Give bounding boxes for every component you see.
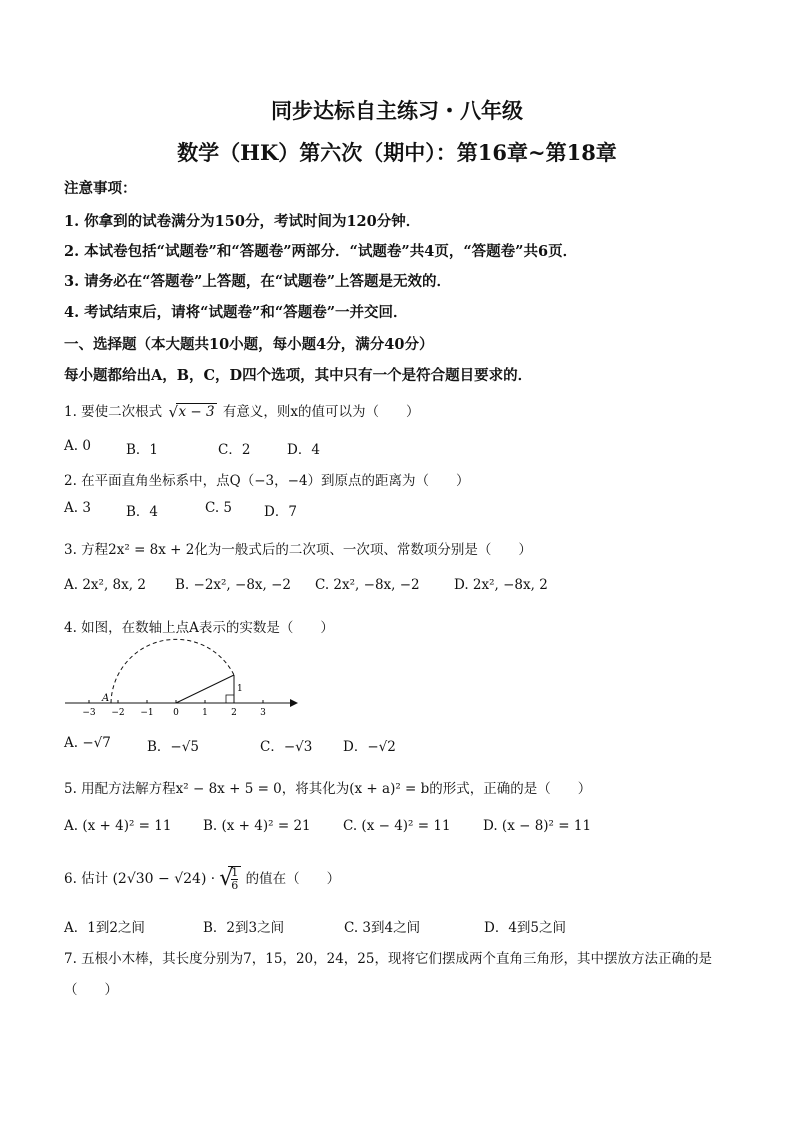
option-c[interactable]: C. 2x², −8x, −2 <box>315 577 420 593</box>
question-6-stem-b: 的值在（ ） <box>245 871 341 887</box>
sqrt-fraction: √ $\frac{1}{6}$ <box>219 866 241 893</box>
fraction-denominator: 6 <box>231 879 239 892</box>
option-a[interactable]: A. 3 <box>64 500 91 516</box>
multiply-dot: · <box>210 871 215 887</box>
dashed-arc <box>111 639 234 703</box>
option-b[interactable]: B．−√5 <box>147 739 199 755</box>
question-6 <box>64 866 340 893</box>
note-item: 1. 你拿到的试卷满分为150分，考试时间为120分钟． <box>64 213 421 230</box>
option-a[interactable]: A. 2x², 8x, 2 <box>64 577 146 593</box>
option-a[interactable]: A. (x + 4)² = 11 <box>64 818 172 834</box>
option-c[interactable]: C. (x − 4)² = 11 <box>343 818 451 834</box>
sqrt-expression: √ x − 3 <box>168 403 215 421</box>
question-3: 3. 方程2x² = 8x + 2化为一般式后的二次项、一次项、常数项分别是（ ） <box>64 542 532 558</box>
question-7-continuation: （ ） <box>64 982 118 998</box>
right-angle-mark <box>226 695 234 703</box>
note-item: 2. 本试卷包括“试题卷”和“答题卷”两部分．“试题卷”共4页，“答题卷”共6页． <box>64 243 578 260</box>
tick-label: −2 <box>111 708 125 718</box>
page-subtitle: 数学（HK）第六次（期中）：第16章~第18章 <box>177 140 617 165</box>
question-5: 5. 用配方法解方程x² − 8x + 5 = 0，将其化为(x + a)² = b的形式，正确的是（ ） <box>64 781 592 797</box>
tick-label: 1 <box>202 708 208 718</box>
option-c[interactable]: C. 3到4之间 <box>344 920 421 936</box>
side-length-label: 1 <box>237 684 243 694</box>
option-b[interactable]: B. (x + 4)² = 21 <box>203 818 311 834</box>
expression: (2√30 − √24) <box>112 871 207 887</box>
question-6-stem-a: 6. 估计 <box>64 871 109 887</box>
number-line-figure <box>60 635 300 720</box>
tick-label: −1 <box>140 708 154 718</box>
option-d[interactable]: D．7 <box>264 504 297 520</box>
question-1-stem-b: 有意义，则x的值可以为（ ） <box>222 404 420 420</box>
option-d[interactable]: D. (x − 8)² = 11 <box>483 818 592 834</box>
option-d[interactable]: D．−√2 <box>343 739 396 755</box>
option-c[interactable]: C. 5 <box>205 500 233 516</box>
option-d[interactable]: D. 2x², −8x, 2 <box>454 577 548 593</box>
radicand: x − 3 <box>178 404 215 420</box>
hypotenuse <box>176 675 234 703</box>
tick-label: −3 <box>82 708 96 718</box>
question-7: 7. 五根小木棒，其长度分别为7，15，20，24，25，现将它们摆成两个直角三角形，其中摆放方法正确的是 <box>64 951 712 967</box>
option-a[interactable]: A. 0 <box>64 438 91 454</box>
option-b[interactable]: B．4 <box>126 504 159 520</box>
tick-label: 2 <box>231 708 237 718</box>
option-d[interactable]: D．4到5之间 <box>484 920 567 936</box>
option-c[interactable]: C．−√3 <box>260 739 313 755</box>
page-title: 同步达标自主练习・八年级 <box>271 98 523 123</box>
section-heading: 一、选择题（本大题共10小题，每小题4分，满分40分） <box>64 336 434 353</box>
axis-arrow-icon <box>290 699 298 707</box>
note-item: 4. 考试结束后，请将“试题卷”和“答题卷”一并交回． <box>64 304 408 321</box>
option-a[interactable]: A. −√7 <box>64 735 111 751</box>
option-b[interactable]: B．1 <box>126 442 159 458</box>
fraction-numerator: 1 <box>231 866 239 879</box>
point-a-label: A <box>102 693 110 704</box>
section-instruction: 每小题都给出A，B，C，D四个选项，其中只有一个是符合题目要求的． <box>64 367 533 384</box>
tick-label: 3 <box>260 708 266 718</box>
question-1 <box>64 400 420 420</box>
note-item: 3. 请务必在“答题卷”上答题，在“试题卷”上答题是无效的． <box>64 273 452 290</box>
notes-heading: 注意事项： <box>64 180 137 197</box>
option-b[interactable]: B. −2x², −8x, −2 <box>175 577 292 593</box>
question-4: 4. 如图，在数轴上点A表示的实数是（ ） <box>64 620 334 636</box>
option-d[interactable]: D．4 <box>287 442 320 458</box>
tick-label: 0 <box>173 708 179 718</box>
option-a[interactable]: A．1到2之间 <box>64 920 145 936</box>
option-b[interactable]: B．2到3之间 <box>203 920 285 936</box>
option-c[interactable]: C．2 <box>218 442 251 458</box>
question-1-stem-a: 1. 要使二次根式 <box>64 404 163 420</box>
question-2: 2. 在平面直角坐标系中，点Q（−3，−4）到原点的距离为（ ） <box>64 473 470 489</box>
